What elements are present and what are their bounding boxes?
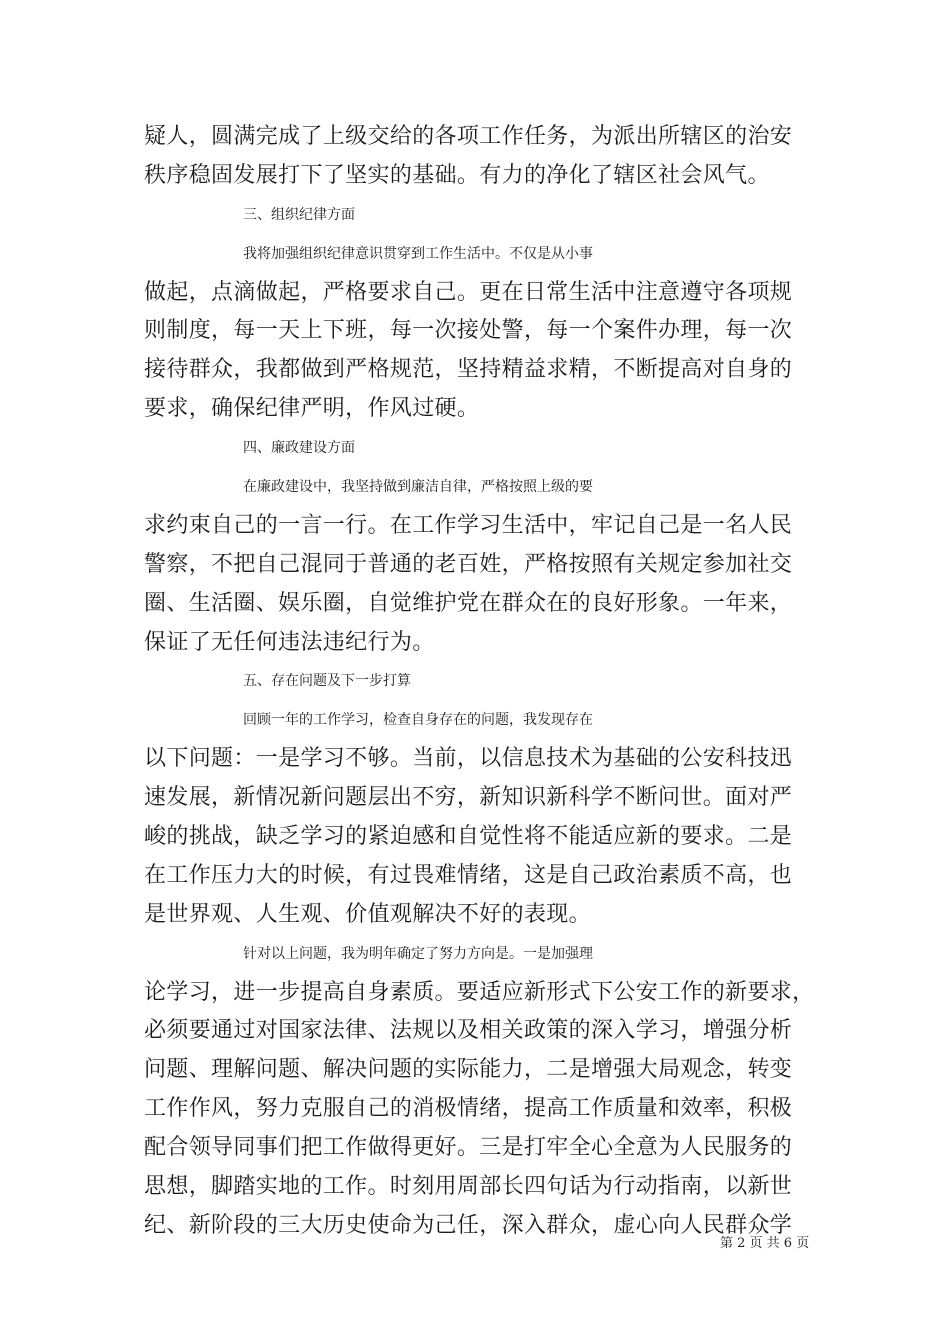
text-line: 配合领导同事们把工作做得更好。三是打牢全心全意为人民服务的	[144, 1135, 793, 1161]
text-line: 工作作风，努力克服自己的消极情绪，提高工作质量和效率，积极	[144, 1096, 793, 1122]
text-line: 以下问题：一是学习不够。当前，以信息技术为基础的公安科技迅	[144, 746, 793, 772]
text-line: 必须要通过对国家法律、法规以及相关政策的深入学习，增强分析	[144, 1018, 793, 1044]
page-number: 第 2 页 共 6 页	[720, 1236, 810, 1251]
text-line: 在廉政建设中，我坚持做到廉洁自律，严格按照上级的要	[243, 479, 593, 496]
text-line: 速发展，新情况新问题层出不穷，新知识新科学不断问世。面对严	[144, 785, 793, 811]
text-line: 疑人，圆满完成了上级交给的各项工作任务，为派出所辖区的治安	[144, 124, 793, 149]
text-line: 五、存在问题及下一步打算	[243, 673, 411, 690]
text-line: 警察，不把自己混同于普通的老百姓，严格按照有关规定参加社交	[144, 551, 793, 577]
text-line: 思想，脚踏实地的工作。时刻用周部长四句话为行动指南，以新世	[144, 1174, 793, 1200]
text-line: 问题、理解问题、解决问题的实际能力，二是增强大局观念，转变	[144, 1057, 793, 1083]
text-line: 圈、生活圈、娱乐圈，自觉维护党在群众在的良好形象。一年来，	[144, 590, 793, 616]
text-line: 求约束自己的一言一行。在工作学习生活中，牢记自己是一名人民	[144, 512, 793, 538]
text-line: 我将加强组织纪律意识贯穿到工作生活中。不仅是从小事	[243, 245, 593, 262]
text-line: 要求，确保纪律严明，作风过硬。	[144, 396, 480, 422]
text-line: 在工作压力大的时候，有过畏难情绪，这是自己政治素质不高，也	[144, 862, 793, 888]
text-line: 做起，点滴做起，严格要求自己。更在日常生活中注意遵守各项规	[144, 279, 793, 305]
text-line: 是世界观、人生观、价值观解决不好的表现。	[144, 901, 592, 927]
text-line: 接待群众，我都做到严格规范，坚持精益求精，不断提高对自身的	[144, 357, 793, 383]
text-line: 针对以上问题，我为明年确定了努力方向是。一是加强理	[243, 945, 593, 962]
text-line: 回顾一年的工作学习，检查自身存在的问题，我发现存在	[243, 712, 593, 729]
text-line: 三、组织纪律方面	[243, 206, 355, 223]
text-line: 四、廉政建设方面	[243, 440, 355, 457]
text-line: 纪、新阶段的三大历史使命为己任，深入群众，虚心向人民群众学	[144, 1212, 793, 1238]
text-line: 论学习，进一步提高自身素质。要适应新形式下公安工作的新要求，	[144, 979, 815, 1005]
text-line: 保证了无任何违法违纪行为。	[144, 629, 435, 655]
document-body	[144, 118, 816, 1246]
text-line: 秩序稳固发展打下了坚实的基础。有力的净化了辖区社会风气。	[144, 162, 770, 188]
text-line: 峻的挑战，缺乏学习的紧迫感和自觉性将不能适应新的要求。二是	[144, 824, 793, 850]
text-line: 则制度，每一天上下班，每一次接处警，每一个案件办理，每一次	[144, 318, 793, 344]
